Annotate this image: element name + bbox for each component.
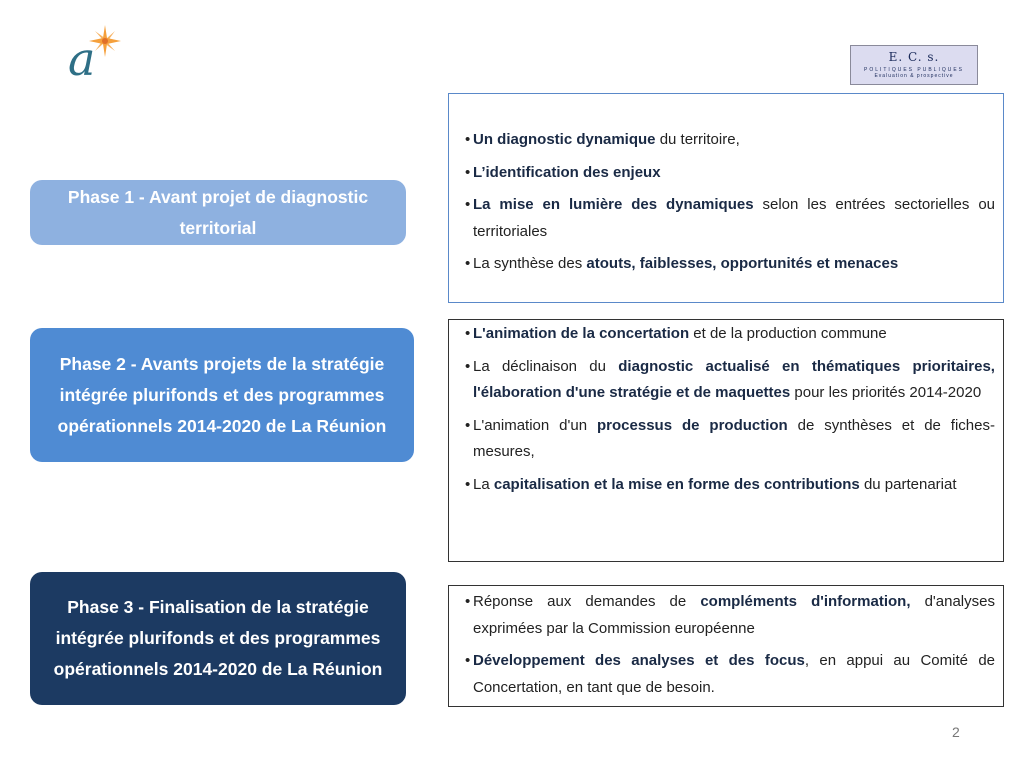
ecs-badge	[850, 45, 978, 85]
bullet-icon: •	[465, 593, 471, 610]
bullet-icon: •	[465, 475, 471, 493]
logo-letter: a	[68, 32, 96, 86]
bullet-item	[465, 472, 995, 499]
body-text: selon les entrées sectorielles ou territoriales	[473, 196, 996, 240]
bold-text: L'animation de la concertation	[473, 325, 690, 342]
bold-text: processus de production	[597, 416, 788, 434]
bullet-item	[465, 589, 995, 642]
phase-2-details	[448, 319, 1004, 562]
bullet-item	[465, 648, 995, 701]
body-text: d'analyses exprimées par la Commission européenne	[473, 593, 995, 637]
bullet-icon: •	[465, 325, 471, 342]
body-text: du territoire,	[655, 131, 740, 148]
bold-text: capitalisation et la mise en forme des contributions	[493, 475, 860, 493]
ecs-subtitle-2: Evaluation & prospective	[874, 73, 954, 79]
phase-2-box: Phase 2 - Avants projets de la stratégie intégrée plurifonds et des programmes opérationnels 2014-2020 de La Réunion	[30, 328, 414, 462]
bold-text: Un diagnostic dynamique	[473, 131, 656, 148]
bullet-icon: •	[465, 357, 471, 375]
body-text: , en appui au Comité de Concertation, en tant que de besoin.	[473, 652, 995, 696]
body-text: La	[473, 475, 494, 493]
body-text: pour les priorités 2014-2020	[790, 384, 982, 401]
bullet-icon: •	[465, 416, 471, 434]
phase-1-details	[448, 93, 1004, 303]
ecs-subtitle-1: POLITIQUES PUBLIQUES	[863, 67, 965, 73]
bullet-item	[465, 192, 996, 245]
bold-text: La mise en lumière des dynamiques	[473, 196, 754, 213]
phase-3-box: Phase 3 - Finalisation de la stratégie intégrée plurifonds et des programmes opérationnels 2014-2020 de La Réunion	[30, 572, 406, 705]
body-text: de synthèses et de fiches-mesures,	[473, 416, 995, 460]
bullet-icon: •	[465, 196, 471, 213]
agency-logo	[66, 24, 130, 88]
bullet-item	[465, 413, 995, 466]
bold-text: atouts, faiblesses, opportunités et menaces	[586, 255, 899, 272]
bullet-item	[465, 251, 995, 278]
bold-text: diagnostic actualisé en thématiques prioritaires, l'élaboration d'une stratégie et de maquettes	[473, 357, 995, 401]
phase-3-details	[448, 585, 1004, 707]
body-text: La déclinaison du	[473, 357, 619, 375]
bullet-icon: •	[465, 131, 471, 148]
phase-1-box: Phase 1 - Avant projet de diagnostic territorial	[30, 180, 406, 245]
page-number: 2	[952, 724, 960, 740]
body-text: Réponse aux demandes de	[473, 593, 701, 610]
ecs-title: E. C. s.	[888, 50, 940, 64]
body-text: La synthèse des	[473, 255, 587, 272]
star-icon	[88, 24, 122, 58]
body-text: et de la production commune	[689, 325, 887, 342]
bold-text: compléments d'information,	[700, 593, 911, 610]
bullet-item	[465, 321, 995, 348]
bullet-item	[465, 354, 995, 407]
bold-text: Développement des analyses et des focus	[473, 652, 805, 669]
bullet-item	[465, 160, 995, 187]
bullet-icon: •	[465, 163, 471, 181]
bullet-icon: •	[465, 255, 471, 272]
body-text: du partenariat	[859, 475, 957, 493]
body-text: L'animation d'un	[473, 416, 597, 434]
bold-text: L’identification des enjeux	[473, 163, 661, 181]
bullet-icon: •	[465, 652, 471, 669]
bullet-item	[465, 127, 995, 154]
